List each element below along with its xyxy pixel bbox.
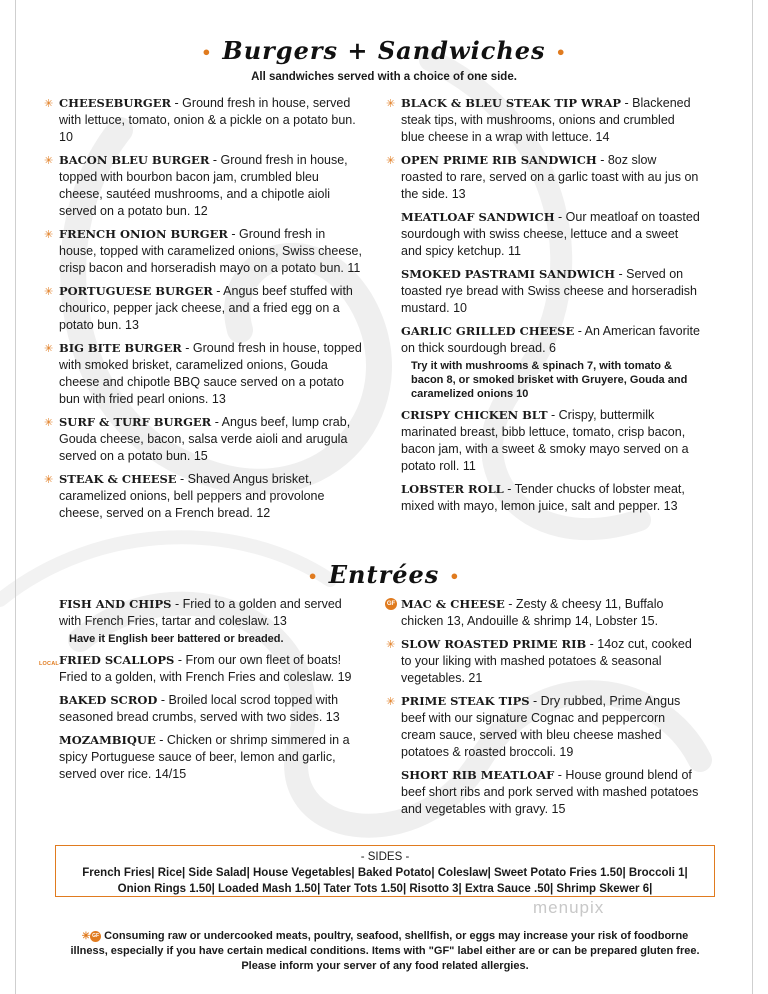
item-note: Have it English beer battered or breaded. [69,633,284,645]
star-icon: ✳ [386,639,396,651]
allergy-disclaimer [70,929,700,974]
title-dot-left: • [201,43,213,62]
menu-item [44,414,364,465]
item-description: - Our meatloaf on toasted sourdough with swiss cheese, lettuce and a sweet and spicy ketchup. 11 [401,210,700,258]
item-description: - Zesty & cheesy 11, Buffalo chicken 13, Andouille & shrimp 14, Lobster 15. [401,597,664,628]
local-icon: LOCAL [39,661,59,667]
item-description: - Broiled local scrod topped with seasoned bread crumbs, served with two sides. 13 [59,693,340,724]
gf-icon: GF [90,931,101,942]
item-description: - Angus beef, lump crab, Gouda cheese, bacon, salsa verde aioli and arugula served on a potato bun. 15 [59,415,351,463]
item-name: SHORT RIB MEATLOAF [401,768,555,782]
star-icon: ✳ [44,229,54,241]
sides-line-2: Onion Rings 1.50| Loaded Mash 1.50| Tater Tots 1.50| Risotto 3| Extra Sauce .50| Shrimp Skewer 6| [117,883,653,895]
menu-item [59,596,364,630]
menu-item [401,767,701,818]
item-description: - 14oz cut, cooked to your liking with mashed potatoes & seasonal vegetables. 21 [401,637,692,685]
burgers-right-column [386,95,701,521]
item-name: FISH AND CHIPS [59,597,172,611]
item-name: PORTUGUESE BURGER [59,284,213,298]
item-name: SURF & TURF BURGER [59,415,212,429]
burgers-title: Burgers + Sandwiches [222,36,546,65]
menu-item [386,636,701,687]
sides-heading: - SIDES - [360,851,410,863]
item-name: PRIME STEAK TIPS [401,694,530,708]
menu-item [39,652,364,686]
item-description: - Fried to a golden and served with French Fries, tartar and coleslaw. 13 [59,597,342,628]
item-description: - Chicken or shrimp simmered in a spicy Portuguese sauce of beer, lemon and garlic, served over rice. 14/15 [59,733,350,781]
item-description: - Ground fresh in house, topped with smoked brisket, caramelized onions, Gouda cheese and chipotle BBQ sauce served on a potato bun with fried pearl onions. 13 [59,341,362,406]
menu-item [44,283,364,334]
entrees-left-column [39,596,364,789]
entrees-title: Entrées [328,560,440,589]
burgers-title-row [0,36,768,65]
item-name: MEATLOAF SANDWICH [401,210,555,224]
item-name: BACON BLEU BURGER [59,153,210,167]
entrees-right-column [386,596,701,824]
item-name: CRISPY CHICKEN BLT [401,408,548,422]
menu-item [386,596,701,630]
item-description: - Ground fresh in house, served with lettuce, tomato, onion & a pickle on a potato bun. 10 [59,96,356,144]
menu-item [401,209,701,260]
item-description: - Ground fresh in house, topped with caramelized onions, Swiss cheese, crisp bacon and horseradish mayo on a potato bun. 11 [59,227,362,275]
star-icon: ✳ [44,417,54,429]
item-description: - Shaved Angus brisket, caramelized onions, bell peppers and provolone cheese, served on a French bread. 12 [59,472,325,520]
star-icon: ✳ [386,155,396,167]
title-dot-right: • [449,567,461,586]
title-dot-right: • [555,43,567,62]
item-name: GARLIC GRILLED CHEESE [401,324,575,338]
entrees-title-row [0,560,768,589]
item-name: CHEESEBURGER [59,96,172,110]
menu-item [386,95,701,146]
item-description: - Angus beef stuffed with chourico, pepper jack cheese, and a fried egg on a potato bun. 13 [59,284,353,332]
menu-item [44,95,364,146]
star-icon: ✳ [44,155,54,167]
menu-item [44,471,364,522]
burgers-left-column [44,95,364,528]
star-icon: ✳ [44,474,54,486]
gluten-free-icon: GF [385,598,397,610]
item-name: BLACK & BLEU STEAK TIP WRAP [401,96,622,110]
menu-item [59,732,364,783]
item-description: - An American favorite on thick sourdough bread. 6 [401,324,700,355]
item-name: STEAK & CHEESE [59,472,177,486]
star-icon: ✳ [44,98,54,110]
item-name: MAC & CHEESE [401,597,505,611]
star-icon: ✳ [44,343,54,355]
item-name: BIG BITE BURGER [59,341,182,355]
title-dot-left: • [307,567,319,586]
sides-line-1: French Fries| Rice| Side Salad| House Vegetables| Baked Potato| Coleslaw| Sweet Potato Fries 1.50| Broccoli 1| [82,867,688,879]
item-description: - Tender chucks of lobster meat, mixed with mayo, lemon juice, salt and pepper. 13 [401,482,685,513]
menu-item [44,152,364,220]
menupix-watermark: menupix [533,898,605,917]
menu-item [44,226,364,277]
burgers-subtitle: All sandwiches served with a choice of one side. [251,71,517,83]
item-name: MOZAMBIQUE [59,733,156,747]
menu-item [401,407,701,475]
menu-item [401,323,701,357]
star-icon: ✳ [44,286,54,298]
item-description: - Blackened steak tips, with mushrooms, onions and crumbled blue cheese in a wrap with lettuce. 14 [401,96,691,144]
menu-item [386,152,701,203]
disclaimer-text: Consuming raw or undercooked meats, poultry, seafood, shellfish, or eggs may increase your risk of foodborne illness, especially if you have certain medical conditions. Items with "GF" label either are or can be prepared gluten free. Please inform your server of any food related allergies. [70,930,700,972]
item-description: - From our own fleet of boats! Fried to a golden, with French Fries and coleslaw. 19 [59,653,352,684]
item-description: - Served on toasted rye bread with Swiss cheese and horseradish mustard. 10 [401,267,697,315]
menu-item [44,340,364,408]
item-name: LOBSTER ROLL [401,482,504,496]
menu-item [401,266,701,317]
star-icon: ✳ [386,696,396,708]
menu-item [386,693,701,761]
item-name: BAKED SCROD [59,693,158,707]
item-description: - Ground fresh in house, topped with bourbon bacon jam, crumbled bleu cheese, sautéed mushrooms, and a chipotle aioli served on a potato bun. 12 [59,153,348,218]
item-description: - Crispy, buttermilk marinated breast, bibb lettuce, tomato, crisp bacon, bacon jam, with a sweet & smoky mayo served on a potato roll. 11 [401,408,689,473]
item-name: SMOKED PASTRAMI SANDWICH [401,267,616,281]
item-note: Try it with mushrooms & spinach 7, with tomato & bacon 8, or smoked brisket with Gruyere, Gouda and caramelized onions 10 [411,360,688,400]
item-description: - Dry rubbed, Prime Angus beef with our signature Cognac and peppercorn cream sauce, served with bleu cheese mashed potatoes & roasted broccoli. 19 [401,694,681,759]
star-icon: ✳ [386,98,396,110]
star-icon: ✳ [81,931,91,942]
item-name: FRENCH ONION BURGER [59,227,228,241]
item-name: FRIED SCALLOPS [59,653,175,667]
menu-item [59,692,364,726]
item-name: OPEN PRIME RIB SANDWICH [401,153,597,167]
menu-item [401,481,701,515]
sides-box [55,845,715,897]
item-description: - House ground blend of beef short ribs and pork served with mashed potatoes and vegetables with gravy. 15 [401,768,699,816]
item-name: SLOW ROASTED PRIME RIB [401,637,587,651]
item-description: - 8oz slow roasted to rare, served on a garlic toast with au jus on the side. 13 [401,153,699,201]
